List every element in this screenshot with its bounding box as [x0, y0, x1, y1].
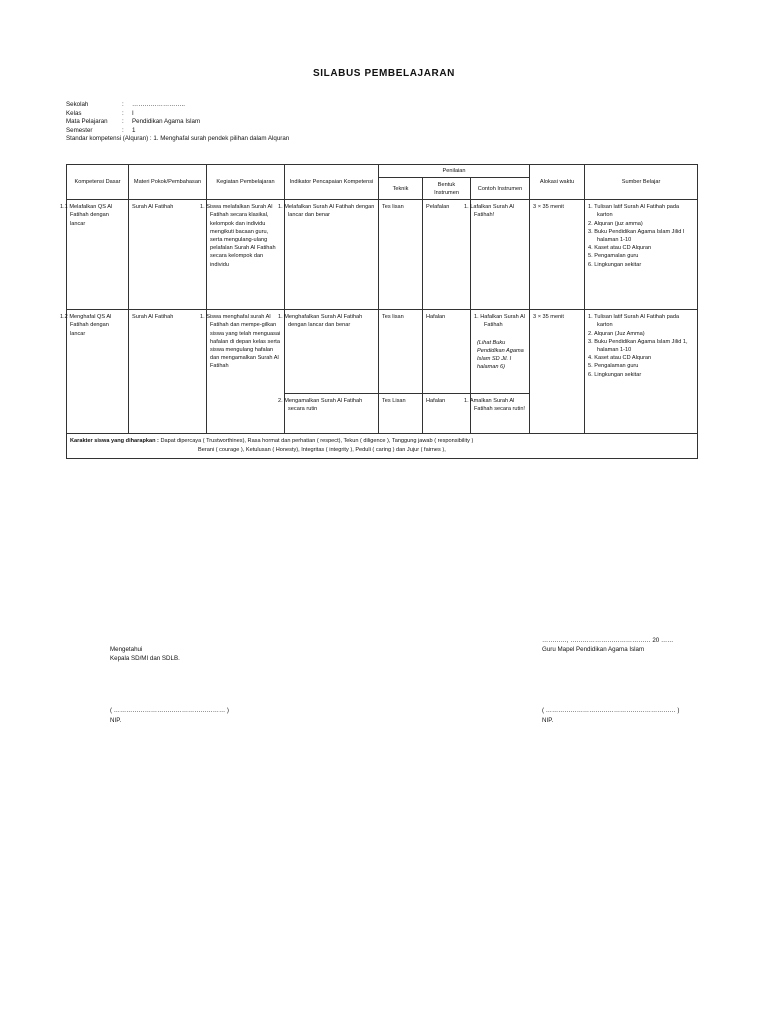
info-value: ……………………..	[132, 101, 185, 108]
list-item: 4. Kaset atau CD Alquran	[588, 245, 652, 252]
info-label: Mata Pelajaran	[66, 118, 108, 126]
cell-bentuk: Hafalan	[423, 310, 471, 394]
info-kelas: Kelas : I	[66, 109, 134, 117]
syllabus-table	[60, 164, 698, 459]
info-label: Kelas	[66, 109, 82, 117]
karakter-line1: Dapat dipercaya ( Trustworthines), Rasa hormat dan perhatian ( respect), Tekun ( diligence ), Tanggung jawab ( responsibility )	[160, 438, 474, 445]
cell-kegiatan: 1. Siswa menghafal surah Al Fatihah dan mempe-gilkan siswa yang telah menguasai hafalan di depan kelas serta siswa mengulang hafalan dan mengamalkan Surah Al Fatihah	[207, 310, 285, 434]
table-row	[67, 310, 698, 394]
cell-contoh	[471, 310, 530, 394]
list-item: 2. Alquran (Juz Amma)	[588, 330, 645, 337]
right-nip: NIP.	[542, 717, 554, 724]
left-nip: NIP.	[110, 717, 122, 724]
info-label: Sekolah	[66, 101, 89, 108]
cell-contoh: 1. Lafalkan Surah Al Fatihah!	[471, 200, 530, 310]
info-value: 1	[132, 126, 136, 134]
info-value: Pendidikan Agama Islam	[132, 118, 201, 126]
info-value: I	[132, 109, 134, 117]
header-kd: Kompetensi Dasar	[67, 165, 129, 200]
cell-materi: Surah Al Fatihah	[129, 310, 207, 434]
header-sumber: Sumber Belajar	[585, 165, 698, 200]
list-item: 6. Lingkungan sekitar	[588, 261, 642, 268]
contoh-text: 1. Hafalkan Surah Al Fatihah	[474, 314, 525, 329]
place-date: …………, ………………………………… 20 ……	[542, 637, 674, 644]
header-teknik: Teknik	[379, 178, 423, 200]
header-alokasi: Alokasi waktu	[530, 165, 585, 200]
karakter-label: Karakter siswa yang diharapkan :	[70, 438, 159, 445]
list-item: 2. Alquran (juz amma)	[588, 220, 643, 227]
page-title: SILABUS PEMBELAJARAN	[312, 68, 455, 79]
cell-contoh: 1. Amalkan Surah Al Fatihah secara rutin!	[471, 394, 530, 434]
table-row	[67, 200, 698, 310]
cell-kd: 1.1 Melafalkan QS Al Fatihah dengan lancar	[67, 200, 129, 310]
info-sekolah: Sekolah : ……………………..	[66, 101, 185, 108]
cell-bentuk: Pelafalan	[423, 200, 471, 310]
cell-sumber	[585, 200, 698, 310]
header-bentuk: Bentuk Instrumen	[423, 178, 471, 200]
syllabus-info	[66, 101, 289, 144]
karakter-row	[67, 434, 698, 459]
right-title: Guru Mapel Pendidikan Agama Islam	[542, 646, 645, 653]
cell-teknik: Tes lisan	[379, 200, 423, 310]
list-item: 1. Tulisan latif Surah Al Fatihah pada karton	[588, 204, 680, 219]
header-indikator: Indikator Pencapaian Kompetensi	[285, 165, 379, 200]
list-item: 5. Pengalaman guru	[588, 363, 639, 370]
info-mata-pelajaran: Mata Pelajaran : Pendidikan Agama Islam	[66, 118, 201, 126]
cell-indikator: 1. Menghafalkan Surah Al Fatihah dengan lancar dan benar	[285, 310, 379, 394]
header-penilaian: Penilaian	[379, 165, 530, 178]
list-item: 5. Pengamalan guru	[588, 253, 639, 260]
list-item: 3. Buku Pendidikan Agama Islam Jilid I halaman 1-10	[588, 228, 685, 244]
cell-sumber	[585, 310, 698, 434]
left-name-line: ( ……………………………………………… )	[110, 707, 229, 714]
cell-materi: Surah Al Fatihah	[129, 200, 207, 310]
list-item: 4. Kaset atau CD Alquran	[588, 355, 652, 362]
cell-indikator: 2. Mengamalkan Surah Al Fatihah secara rutin	[285, 394, 379, 434]
cell-kegiatan: 1. Siswa melafalkan Surah Al Fatihah secara klasikal, kelompok dan individu mengikuti bacaan guru, serta mengulang-ulang pelafalan Surah Al Fatihah secara kelompok dan individu	[207, 200, 285, 310]
cell-kd: 1.2 Menghafal QS Al Fatihah dengan lancar	[67, 310, 129, 434]
left-title-2: Kepala SD/MI dan SDLB.	[110, 655, 180, 662]
karakter-line2: Berani ( courage ), Ketulusan ( Honesty), Integritas ( integrity ), Peduli ( caring ) dan Jujur ( fairnes ),	[198, 447, 446, 454]
right-name-line: ( ……………………………………………………… )	[542, 707, 680, 714]
cell-bentuk: Hafalan	[423, 394, 471, 434]
cell-alokasi: 3 × 35 menit	[530, 200, 585, 310]
list-item: 3. Buku Pendidikan Agama Islam Jilid 1, halaman 1-10	[588, 338, 688, 354]
info-label: Semester	[66, 126, 93, 134]
info-semester: Semester : 1	[66, 126, 136, 134]
contoh-note: (Lihat Buku Pendidikan Agama Islam SD Jil. I halaman 6)	[477, 339, 524, 371]
cell-alokasi: 3 × 35 menit	[530, 310, 585, 434]
header-materi: Materi Pokok/Pembahasan	[129, 165, 207, 200]
standar-kompetensi: Standar kompetensi (Alquran) : 1. Menghafal surah pendek pilihan dalam Alquran	[66, 135, 290, 143]
header-contoh: Contoh Instrumen	[471, 178, 530, 200]
cell-teknik: Tes Lisan	[379, 394, 423, 434]
header-kegiatan: Kegiatan Pembelajaran	[207, 165, 285, 200]
left-title-1: Mengetahui	[110, 646, 143, 653]
list-item: 6. Lingkungan sekitar	[588, 371, 642, 378]
cell-indikator: 1. Melafalkan Surah Al Fatihah dengan lancar dan benar	[285, 200, 379, 310]
list-item: 1. Tulisan latif Surah Al Fatihah pada karton	[588, 314, 680, 329]
cell-teknik: Tes lisan	[379, 310, 423, 394]
